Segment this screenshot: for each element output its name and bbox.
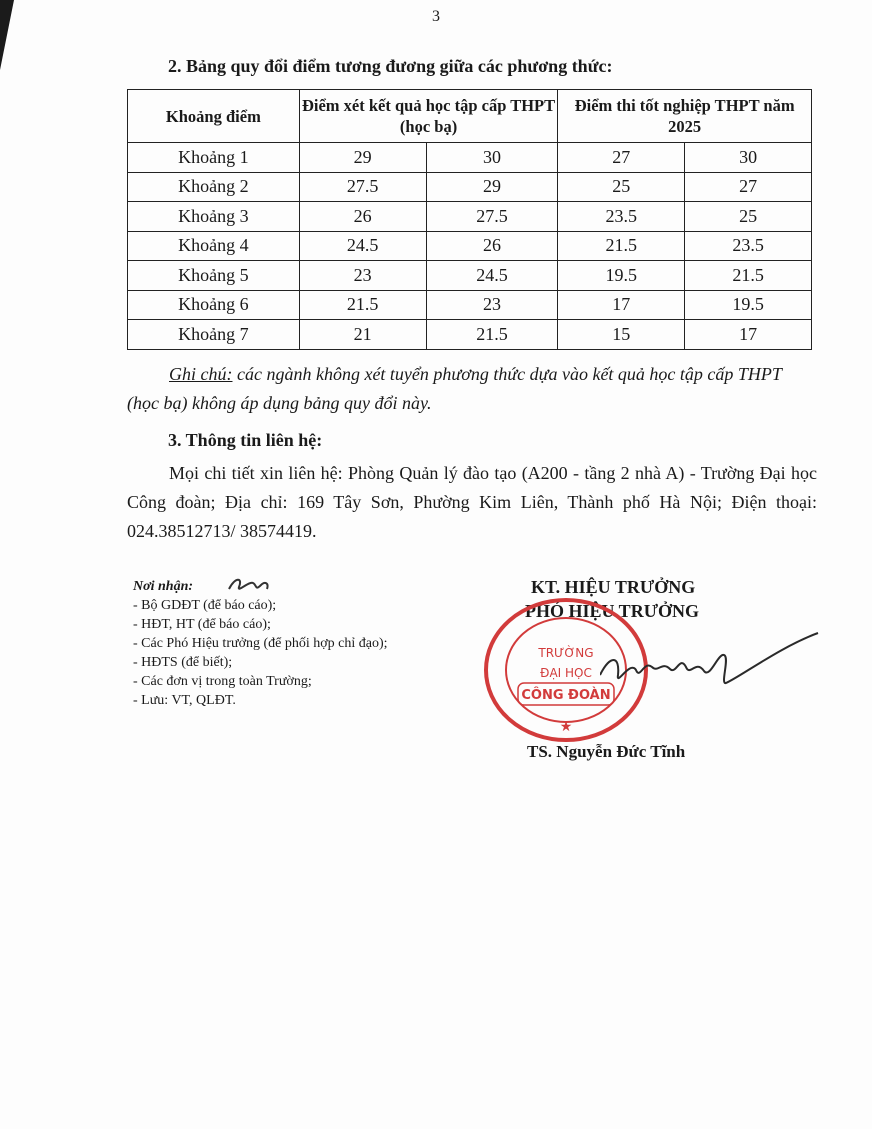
table-row xyxy=(128,261,812,291)
table-row xyxy=(128,172,812,202)
table-row xyxy=(128,143,812,173)
cell: 23 xyxy=(426,290,558,320)
table-header-row xyxy=(128,90,812,143)
cell: Khoảng 4 xyxy=(128,231,300,261)
cell: Khoảng 7 xyxy=(128,320,300,350)
recipient-item: - Bộ GDĐT (để báo cáo); xyxy=(133,598,277,613)
cell: 15 xyxy=(558,320,685,350)
initials-paraph xyxy=(225,573,273,597)
cell: 21.5 xyxy=(685,261,812,291)
recipient-item: - HĐT, HT (để báo cáo); xyxy=(133,617,271,632)
cell: 26 xyxy=(426,231,558,261)
cell: 25 xyxy=(558,172,685,202)
recipient-item: - Lưu: VT, QLĐT. xyxy=(133,693,236,708)
table-row xyxy=(128,231,812,261)
stamp-line-2: ĐẠI HỌC xyxy=(540,666,592,680)
stamp-line-3: CÔNG ĐOÀN xyxy=(521,688,611,703)
note-paragraph xyxy=(127,360,817,418)
header-score-range: Khoảng điểm xyxy=(128,90,300,143)
cell: 27 xyxy=(558,143,685,173)
cell: 23.5 xyxy=(685,231,812,261)
cell: 26 xyxy=(299,202,426,232)
recipient-item: - Các Phó Hiệu trưởng (để phối hợp chỉ đạo); xyxy=(133,636,388,651)
section-2-title: 2. Bảng quy đổi điểm tương đương giữa các phương thức: xyxy=(168,56,613,76)
cell: 23.5 xyxy=(558,202,685,232)
handwritten-signature xyxy=(600,625,820,715)
contact-text: Mọi chi tiết xin liên hệ: Phòng Quản lý đào tạo (A200 - tầng 2 nhà A) - Trường Đại học Công đoàn; Địa chỉ: 169 Tây Sơn, Phường Kim Liên, Thành phố Hà Nội; Điện thoại: 024.38512713/ 38574419. xyxy=(127,463,817,541)
cell: 27 xyxy=(685,172,812,202)
note-text: các ngành không xét tuyển phương thức dựa vào kết quả học tập cấp THPT (học bạ) không áp dụng bảng quy đổi này. xyxy=(127,364,782,413)
cell: 25 xyxy=(685,202,812,232)
cell: 29 xyxy=(426,172,558,202)
cell: Khoảng 3 xyxy=(128,202,300,232)
signature-title-1: KT. HIỆU TRƯỞNG xyxy=(531,577,696,597)
stamp-line-1: TRƯỜNG xyxy=(538,646,594,660)
page-number: 3 xyxy=(432,8,440,25)
cell: 27.5 xyxy=(299,172,426,202)
conversion-table xyxy=(127,89,812,350)
recipients-title: Nơi nhận: xyxy=(133,579,194,594)
stamp-star-icon: ★ xyxy=(559,720,573,735)
recipient-item: - Các đơn vị trong toàn Trường; xyxy=(133,674,312,689)
cell: Khoảng 1 xyxy=(128,143,300,173)
cell: Khoảng 5 xyxy=(128,261,300,291)
cell: 19.5 xyxy=(685,290,812,320)
cell: 27.5 xyxy=(426,202,558,232)
signer-name: TS. Nguyễn Đức Tĩnh xyxy=(527,742,686,761)
cell: 21 xyxy=(299,320,426,350)
cell: 30 xyxy=(426,143,558,173)
note-label: Ghi chú: xyxy=(169,364,233,384)
contact-paragraph xyxy=(127,459,817,546)
cell: 30 xyxy=(685,143,812,173)
header-exam-score: Điểm thi tốt nghiệp THPT năm 2025 xyxy=(558,90,812,143)
cell: 19.5 xyxy=(558,261,685,291)
signature-title-2: PHÓ HIỆU TRƯỞNG xyxy=(525,601,700,621)
cell: 21.5 xyxy=(426,320,558,350)
cell: 29 xyxy=(299,143,426,173)
cell: Khoảng 2 xyxy=(128,172,300,202)
table-row xyxy=(128,290,812,320)
cell: 24.5 xyxy=(299,231,426,261)
cell: 21.5 xyxy=(558,231,685,261)
cell: 17 xyxy=(558,290,685,320)
header-transcript-score: Điểm xét kết quả học tập cấp THPT (học bạ) xyxy=(299,90,558,143)
cell: 17 xyxy=(685,320,812,350)
cell: 21.5 xyxy=(299,290,426,320)
cell: 23 xyxy=(299,261,426,291)
cell: Khoảng 6 xyxy=(128,290,300,320)
table-row xyxy=(128,320,812,350)
cell: 24.5 xyxy=(426,261,558,291)
section-3-title: 3. Thông tin liên hệ: xyxy=(168,430,323,450)
table-row xyxy=(128,202,812,232)
recipient-item: - HĐTS (để biết); xyxy=(133,655,233,670)
